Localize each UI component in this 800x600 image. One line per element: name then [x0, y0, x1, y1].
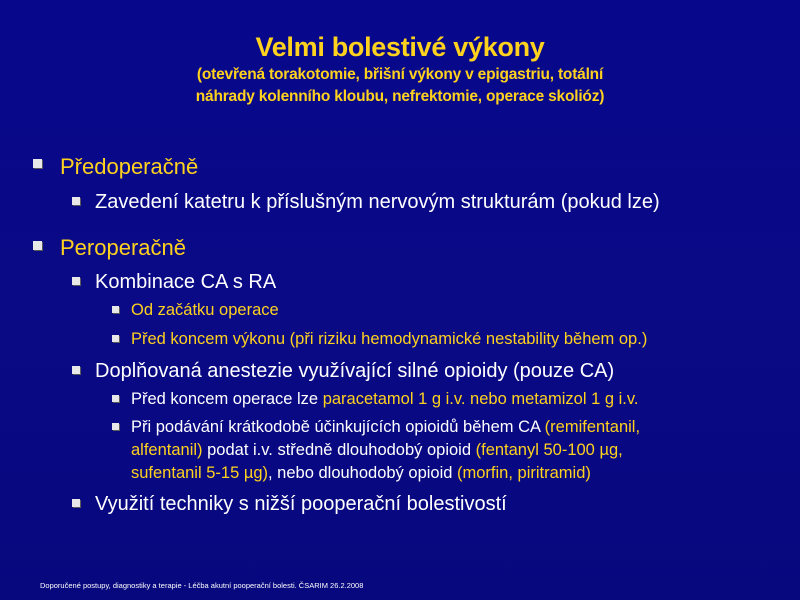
text-highlight: sufentanil 5-15 µg) [131, 464, 269, 482]
square-bullet-icon [112, 395, 119, 402]
section-heading-predoperacne: Předoperačně [60, 154, 199, 179]
square-bullet-icon [112, 306, 119, 313]
list-subitem-text [131, 388, 638, 410]
square-bullet-icon [72, 499, 80, 507]
list-subitem-text: Před koncem výkonu (při riziku hemodynamické nestability během op.) [131, 330, 648, 348]
square-bullet-icon [72, 366, 80, 374]
list-item-text: Doplňovaná anestezie využívající silné opioidy (pouze CA) [95, 360, 615, 382]
list-subitem-text-line3 [131, 462, 591, 484]
list-item-text: Kombinace CA s RA [95, 271, 277, 293]
square-bullet-icon [72, 197, 80, 205]
slide-footer: Doporučené postupy, diagnostiky a terapie - Léčba akutní pooperační bolesti. ČSARIM 26.2.2008 [40, 581, 364, 590]
slide-subtitle-line1: (otevřená torakotomie, břišní výkony v epigastriu, totální [196, 66, 604, 83]
list-subitem-text-line2 [131, 439, 623, 461]
section-heading-peroperacne: Peroperačně [60, 235, 186, 260]
text-white: podat i.v. středně dlouhodobý opioid [202, 441, 476, 459]
square-bullet-icon [72, 277, 80, 285]
text-highlight: (morfin, piritramid) [457, 464, 591, 482]
list-item-text: Využití techniky s nižší pooperační bolestivostí [95, 493, 507, 515]
square-bullet-icon [112, 423, 119, 430]
text-highlight: paracetamol 1 g i.v. nebo metamizol 1 g i.v. [322, 390, 639, 408]
list-subitem-text: Od začátku operace [131, 301, 279, 319]
list-item-text: Zavedení katetru k příslušným nervovým strukturám (pokud lze) [95, 191, 660, 213]
slide-title: Velmi bolestivé výkony [255, 32, 545, 62]
square-bullet-icon [112, 335, 119, 342]
text-white: , nebo dlouhodobý opioid [268, 464, 458, 482]
slide-subtitle-line2: náhrady kolenního kloubu, nefrektomie, operace skolióz) [195, 88, 605, 105]
square-bullet-icon [33, 241, 42, 250]
text-white: Při podávání krátkodobě účinkujících opioidů během CA [131, 418, 545, 436]
list-subitem-text-line1 [131, 416, 640, 438]
text-highlight: (fentanyl 50-100 µg, [475, 441, 623, 459]
square-bullet-icon [33, 159, 42, 168]
text-highlight: alfentanil) [131, 441, 203, 459]
text-highlight: (remifentanil, [544, 418, 641, 436]
text-white: Před koncem operace lze [131, 390, 323, 408]
